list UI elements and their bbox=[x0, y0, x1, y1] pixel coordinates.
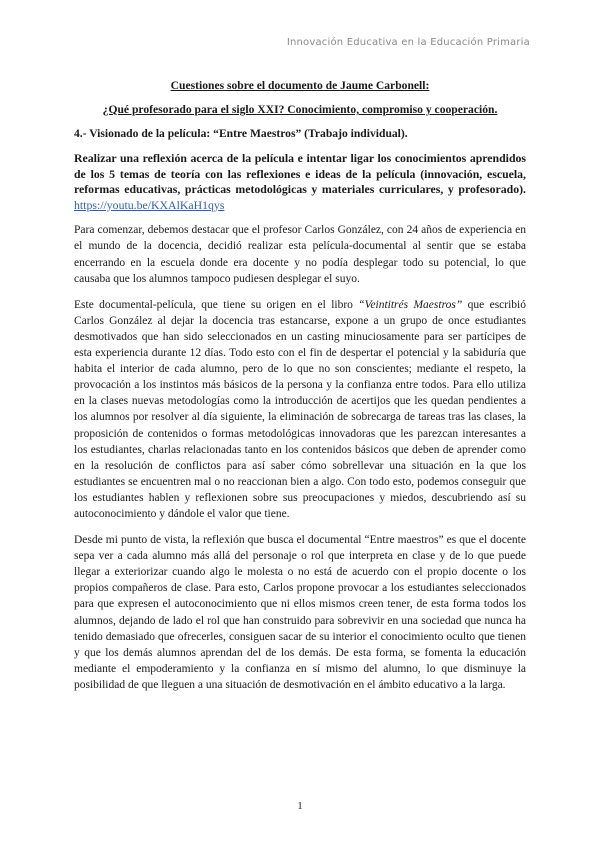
document-title-line-1: Cuestiones sobre el documento de Jaume Carbonell: bbox=[170, 79, 430, 92]
video-link[interactable]: https://youtu.be/KXAlKaH1qys bbox=[74, 197, 225, 212]
page-number: 1 bbox=[297, 800, 303, 812]
document-title-line-2: ¿Qué profesorado para el siglo XXI? Conocimiento, compromiso y cooperación. bbox=[102, 103, 498, 116]
paragraph-2 bbox=[74, 297, 526, 522]
document-body bbox=[74, 78, 526, 703]
paragraph-2-intro: Este documental-película, que tiene su origen en el libro bbox=[74, 298, 359, 311]
running-header: Innovación Educativa en la Educación Primaria bbox=[286, 37, 530, 48]
task-statement bbox=[74, 151, 526, 213]
paragraph-1: Para comenzar, debemos destacar que el profesor Carlos González, con 24 años de experiencia en el mundo de la docencia, decidió realizar esta película-documental al sentir que se estaba encerrando en la escuela donde era docente y no podía desplegar todo su potencial, lo que causaba que los alumnos tampoco pudiesen desplegar el suyo. bbox=[74, 224, 526, 285]
book-title: “Veintitrés Maestros” bbox=[358, 298, 463, 311]
paragraph-3: Desde mi punto de vista, la reflexión que busca el documental “Entre maestros” es que el docente sepa ver a cada alumno más allá del personaje o rol que interpreta en clase y de lo que puede llegar a exteriorizar cuando algo le molesta o no está de acuerdo con el propio docente o los propios compañeros de clase. Para esto, Carlos propone provocar a los estudiantes seleccionados para que expresen el autoconocimiento que ni ellos mismos creen tener, de esta forma todos los alumnos, dejando de lado el rol que han construido para sobrevivir en una sociedad que nunca ha tenido demasiado que ofrecerles, consiguen sacar de su interior el conocimiento oculto que tienen y que los demás alumnos aprendan del de los demás. De esta forma, se fomenta la educación mediante el empoderamiento y la confianza en sí mismo del alumno, lo que disminuye la posibilidad de que lleguen a una situación de desmotivación en el ámbito educativo a la larga. bbox=[74, 534, 526, 691]
section-heading: 4.- Visionado de la película: “Entre Maestros” (Trabajo individual). bbox=[74, 127, 408, 140]
task-text: Realizar una reflexión acerca de la película e intentar ligar los conocimientos aprendidos de los 5 temas de teoría con las reflexiones e ideas de la película (innovación, escuela, reformas educativas, prácticas metodológicas y materiales curriculares, y profesorado). bbox=[74, 151, 526, 197]
paragraph-2-body: que escribió Carlos González al dejar la docencia tras estancarse, expone a un grupo de once estudiantes desmotivados que han sido seleccionados en un casting minuciosamente para ser partícipes de esta experiencia durante 12 días. Todo esto con el fin de despertar el potencial y la sabiduría que habita el interior de cada alumno, pero de lo que no son conscientes; mediante el respeto, la provocación a los instintos más básicos de la persona y la confianza entre todos. Para ello utiliza en la clases nuevas metodologías como la introducción de acertijos que les quedan pendientes a los alumnos por resolver al día siguiente, la eliminación de sobrecarga de tareas tras las clases, la proposición de contenidos o formas metodológicas innovadoras que les parezcan interesantes a los estudiantes, charlas relacionadas tanto en los contenidos básicos que deben de aprender como en la resolución de conflictos para así saber cómo sobrellevar una situación en la que los estudiantes se encuentren mal o no reaccionan bien a algo. Con todo esto, podemos conseguir que los estudiantes hablen y reflexionen sobre sus preocupaciones y miedos, descubriendo así su autoconocimiento y dándole el valor que tiene. bbox=[74, 298, 527, 520]
